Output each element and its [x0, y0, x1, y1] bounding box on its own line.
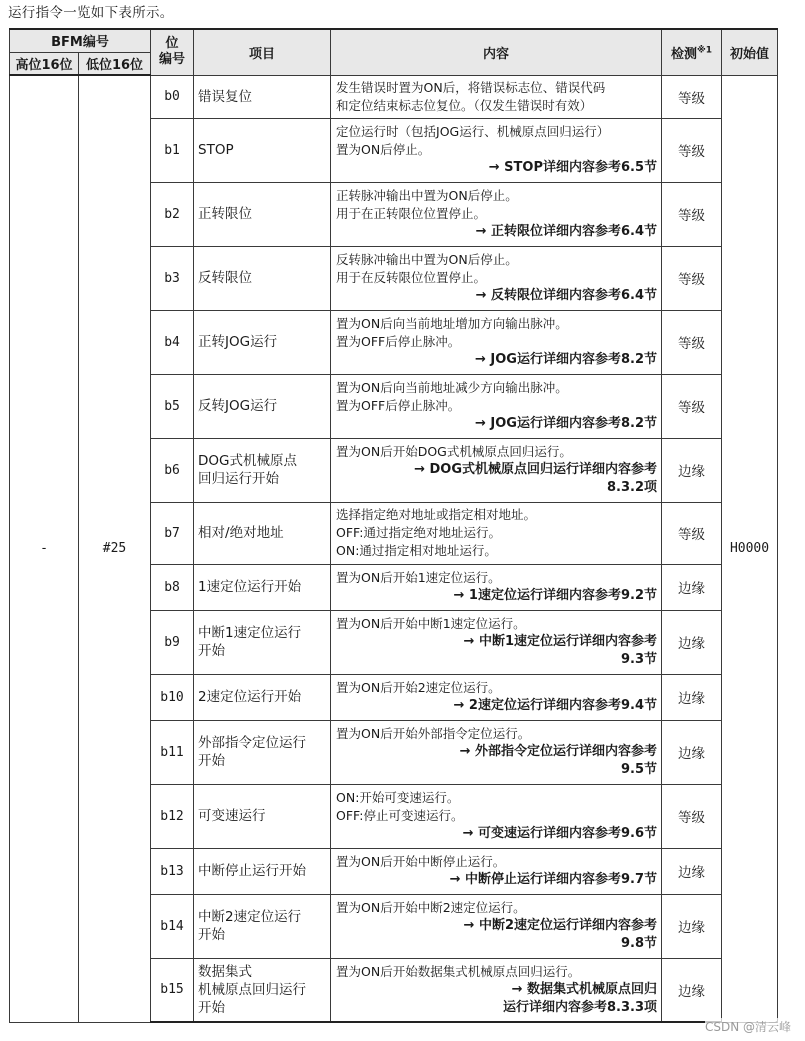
table-row	[10, 75, 778, 118]
bit-number: b6	[151, 438, 194, 502]
content-line: 置为ON后开始2速定位运行。	[336, 680, 501, 695]
detect-header	[662, 29, 722, 75]
reference-link: 9.5节	[620, 762, 658, 777]
reference-link: → DOG式机械原点回归运行详细内容参考	[414, 462, 658, 477]
low16-value: #25	[79, 75, 151, 1022]
bit-header	[151, 29, 194, 75]
content-line: ON:通过指定相对地址运行。	[336, 543, 497, 558]
bit-number: b13	[151, 848, 194, 894]
reference-link: → 正转限位详细内容参考6.4节	[475, 224, 658, 239]
content-cell	[331, 502, 662, 564]
bit-number: b8	[151, 564, 194, 610]
detect-type: 等级	[662, 374, 722, 438]
content-line: 置为ON后停止。	[336, 142, 431, 157]
content-line: OFF:通过指定绝对地址运行。	[336, 525, 501, 540]
high16-value: -	[10, 75, 79, 1022]
content-line: 置为ON后开始中断2速定位运行。	[336, 900, 526, 915]
bit-number: b12	[151, 784, 194, 848]
item-name: 中断1速定位运行 开始	[194, 610, 331, 674]
content-line: 发生错误时置为ON后，将错误标志位、错误代码	[336, 79, 606, 95]
bit-number: b15	[151, 958, 194, 1022]
reference-link: → JOG运行详细内容参考8.2节	[475, 352, 658, 367]
reference-link: → 中断2速定位运行详细内容参考	[463, 918, 658, 933]
bit-number: b2	[151, 182, 194, 246]
initial-header: 初始值	[722, 29, 778, 75]
reference-link: → JOG运行详细内容参考8.2节	[475, 416, 658, 431]
item-name: 反转JOG运行	[194, 374, 331, 438]
content-line: 置为ON后开始DOG式机械原点回归运行。	[336, 444, 572, 459]
detect-type: 边缘	[662, 894, 722, 958]
content-cell	[331, 438, 662, 502]
content-line: 用于在正转限位位置停止。	[336, 206, 487, 221]
bit-number: b0	[151, 75, 194, 118]
content-line: 置为ON后开始外部指令定位运行。	[336, 726, 531, 741]
run-command-table	[9, 28, 778, 1023]
item-name: DOG式机械原点 回归运行开始	[194, 438, 331, 502]
content-line: 定位运行时（包括JOG运行、机械原点回归运行）	[336, 124, 610, 139]
content-cell	[331, 374, 662, 438]
content-line: 正转脉冲输出中置为ON后停止。	[336, 188, 518, 203]
content-line: 用于在反转限位位置停止。	[336, 270, 487, 285]
bit-header-label: 位 编号	[159, 36, 186, 68]
content-line: 置为ON后向当前地址减少方向输出脉冲。	[336, 380, 568, 395]
reference-link: → 反转限位详细内容参考6.4节	[475, 288, 658, 303]
item-name: 2速定位运行开始	[194, 674, 331, 720]
item-name: 外部指令定位运行 开始	[194, 720, 331, 784]
content-cell	[331, 564, 662, 610]
reference-link: → 1速定位运行详细内容参考9.2节	[453, 588, 658, 603]
item-name: 正转限位	[194, 182, 331, 246]
content-cell	[331, 958, 662, 1022]
detect-type: 边缘	[662, 610, 722, 674]
bit-number: b5	[151, 374, 194, 438]
content-cell	[331, 848, 662, 894]
item-name: 可变速运行	[194, 784, 331, 848]
content-cell	[331, 610, 662, 674]
reference-link: → 中断停止运行详细内容参考9.7节	[449, 872, 658, 887]
low16-header: 低位16位	[79, 52, 151, 75]
detect-type: 等级	[662, 246, 722, 310]
item-name: 相对/绝对地址	[194, 502, 331, 564]
detect-type: 边缘	[662, 720, 722, 784]
reference-link: 运行详细内容参考8.3.3项	[503, 999, 658, 1015]
bit-number: b4	[151, 310, 194, 374]
content-cell	[331, 75, 662, 118]
detect-type: 等级	[662, 310, 722, 374]
reference-link: → STOP详细内容参考6.5节	[488, 160, 658, 175]
content-line: 置为ON后开始1速定位运行。	[336, 570, 501, 585]
detect-note-marker: ※1	[697, 45, 713, 56]
item-name: 中断2速定位运行 开始	[194, 894, 331, 958]
detect-type: 边缘	[662, 438, 722, 502]
intro-text: 运行指令一览如下表所示。	[8, 5, 174, 21]
content-line: ON:开始可变速运行。	[336, 790, 460, 805]
reference-link: → 外部指令定位运行详细内容参考	[459, 744, 658, 759]
reference-link: 9.8节	[620, 936, 658, 951]
detect-type: 边缘	[662, 848, 722, 894]
item-name: 错误复位	[194, 75, 331, 118]
bfm-header: BFM编号	[10, 29, 151, 52]
content-line: 置为ON后开始中断停止运行。	[336, 854, 506, 869]
reference-link: → 中断1速定位运行详细内容参考	[463, 634, 658, 649]
high16-header: 高位16位	[10, 52, 79, 75]
content-line: OFF:停止可变速运行。	[336, 808, 464, 823]
initial-value: H0000	[722, 75, 778, 1022]
bit-number: b14	[151, 894, 194, 958]
item-header: 项目	[194, 29, 331, 75]
content-cell	[331, 784, 662, 848]
content-cell	[331, 894, 662, 958]
detect-type: 边缘	[662, 674, 722, 720]
content-cell	[331, 182, 662, 246]
content-cell	[331, 118, 662, 182]
detect-type: 等级	[662, 784, 722, 848]
bit-number: b7	[151, 502, 194, 564]
content-cell	[331, 720, 662, 784]
bit-number: b3	[151, 246, 194, 310]
reference-link: → 数据集式机械原点回归	[511, 981, 658, 997]
table-body	[10, 75, 778, 1022]
content-cell	[331, 310, 662, 374]
reference-link: → 2速定位运行详细内容参考9.4节	[453, 698, 658, 713]
bit-number: b11	[151, 720, 194, 784]
detect-type: 边缘	[662, 958, 722, 1022]
reference-link: 9.3节	[620, 652, 658, 667]
detect-header-label: 检测	[671, 46, 698, 62]
detect-type: 等级	[662, 502, 722, 564]
content-line: 置为ON后开始数据集式机械原点回归运行。	[336, 963, 581, 979]
content-line: 置为OFF后停止脉冲。	[336, 334, 461, 349]
bit-number: b9	[151, 610, 194, 674]
item-name: 中断停止运行开始	[194, 848, 331, 894]
bit-number: b1	[151, 118, 194, 182]
reference-link: → 可变速运行详细内容参考9.6节	[462, 826, 658, 841]
item-name: 反转限位	[194, 246, 331, 310]
content-line: 置为ON后开始中断1速定位运行。	[336, 616, 526, 631]
reference-link: 8.3.2项	[607, 480, 658, 495]
content-line: 置为OFF后停止脉冲。	[336, 398, 461, 413]
content-line: 和定位结束标志位复位。（仅发生错误时有效）	[336, 97, 593, 113]
item-name: STOP	[194, 118, 331, 182]
content-header: 内容	[331, 29, 662, 75]
detect-type: 等级	[662, 118, 722, 182]
detect-type: 等级	[662, 75, 722, 118]
content-line: 置为ON后向当前地址增加方向输出脉冲。	[336, 316, 568, 331]
item-name: 数据集式 机械原点回归运行 开始	[194, 958, 331, 1022]
content-cell	[331, 246, 662, 310]
content-cell	[331, 674, 662, 720]
watermark: CSDN @清云峰	[704, 1020, 791, 1034]
item-name: 正转JOG运行	[194, 310, 331, 374]
detect-type: 边缘	[662, 564, 722, 610]
content-line: 选择指定绝对地址或指定相对地址。	[336, 507, 537, 522]
detect-type: 等级	[662, 182, 722, 246]
bit-number: b10	[151, 674, 194, 720]
item-name: 1速定位运行开始	[194, 564, 331, 610]
content-line: 反转脉冲输出中置为ON后停止。	[336, 252, 518, 267]
